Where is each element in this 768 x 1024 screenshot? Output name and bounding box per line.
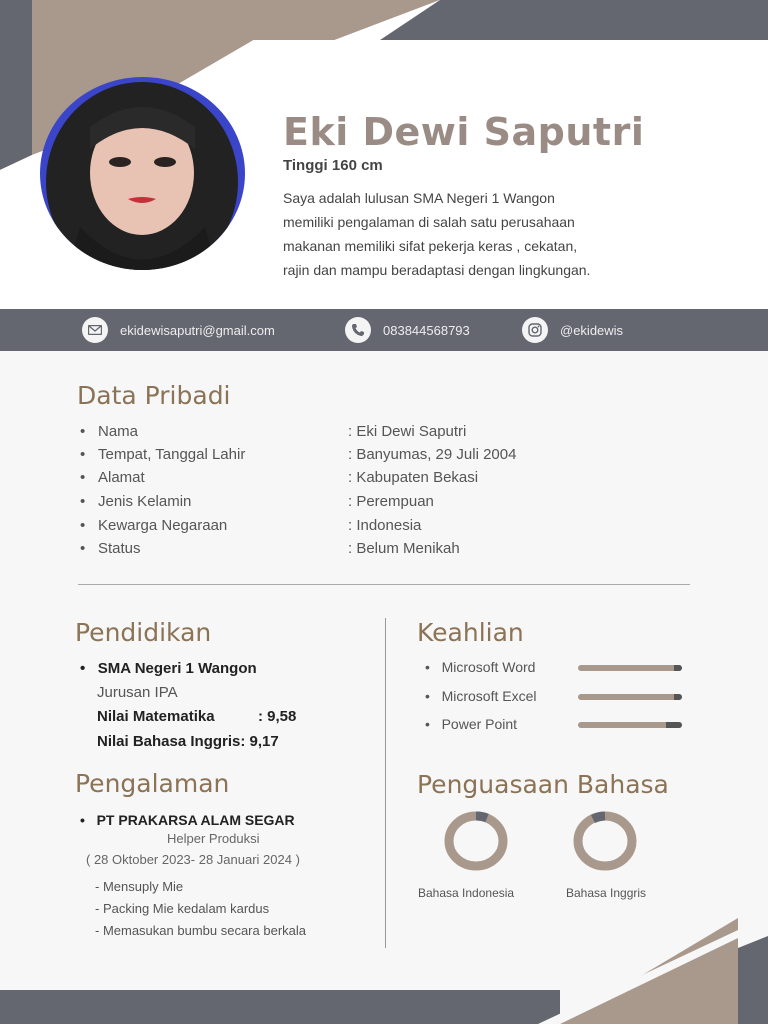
skill-bar	[578, 665, 682, 671]
skill-bar	[578, 722, 682, 728]
column-divider	[385, 618, 386, 948]
about-text	[283, 186, 703, 282]
language-ring-inggris	[572, 810, 638, 872]
skill-item: • Microsoft Excel	[425, 688, 537, 704]
contact-bar	[0, 309, 768, 351]
row-label: Tempat, Tanggal Lahir	[98, 446, 246, 463]
job-task: - Memasukan bumbu secara berkala	[95, 923, 306, 938]
candidate-height: Tinggi 160 cm	[283, 157, 383, 174]
about-line: memiliki pengalaman di salah satu perusahaan	[283, 214, 575, 230]
job-task: - Packing Mie kedalam kardus	[95, 901, 270, 916]
language-label: Bahasa Inggris	[566, 886, 647, 900]
row-label: Jenis Kelamin	[98, 493, 192, 510]
job-task: - Mensuply Mie	[95, 879, 184, 894]
row-label: Nama	[98, 423, 139, 440]
school-major: Jurusan IPA	[97, 684, 178, 701]
email-text: ekidewisaputri@gmail.com	[120, 322, 275, 338]
skill-bar-level	[666, 722, 682, 728]
about-line: makanan memiliki sifat pekerja keras , cekatan,	[283, 238, 578, 254]
skill-bar-level	[674, 694, 682, 700]
instagram-text: @ekidewis	[560, 322, 624, 338]
row-value: : Banyumas, 29 Juli 2004	[348, 446, 517, 463]
row-value: : Belum Menikah	[348, 540, 460, 557]
row-value: : Perempuan	[348, 493, 434, 510]
job-role: Helper Produksi	[167, 831, 260, 846]
school-name: • SMA Negeri 1 Wangon	[80, 660, 257, 677]
language-label: Bahasa Indonesia	[418, 886, 515, 900]
english-score: Nilai Bahasa Inggris: 9,17	[97, 733, 279, 750]
contact-instagram[interactable]	[522, 317, 623, 343]
skill-item: • Microsoft Word	[425, 659, 536, 675]
skill-bar-level	[674, 665, 682, 671]
about-line: Saya adalah lulusan SMA Negeri 1 Wangon	[283, 190, 555, 206]
row-label: Kewarga Negaraan	[98, 517, 228, 534]
language-ring-indonesia	[443, 810, 509, 872]
section-title-bahasa: Penguasaan Bahasa	[417, 770, 669, 799]
company-name: • PT PRAKARSA ALAM SEGAR	[80, 812, 295, 828]
row-label: Alamat	[98, 469, 145, 486]
row-label: Status	[98, 540, 141, 557]
row-value: : Indonesia	[348, 517, 422, 534]
section-divider	[78, 584, 690, 585]
section-title-pendidikan: Pendidikan	[75, 618, 212, 647]
section-title-keahlian: Keahlian	[417, 618, 524, 647]
phone-text: 083844568793	[383, 322, 470, 338]
row-value: : Kabupaten Bekasi	[348, 469, 479, 486]
candidate-name: Eki Dewi Saputri	[283, 110, 645, 154]
math-score-label: Nilai Matematika	[97, 708, 215, 725]
skill-bar	[578, 694, 682, 700]
contact-phone[interactable]	[345, 317, 470, 343]
about-line: rajin dan mampu beradaptasi dengan lingkungan.	[283, 262, 591, 278]
math-score-value: : 9,58	[258, 708, 297, 725]
skill-item: • Power Point	[425, 716, 518, 732]
section-title-data-pribadi: Data Pribadi	[77, 381, 231, 410]
contact-email[interactable]	[82, 317, 275, 343]
job-period: ( 28 Oktober 2023- 28 Januari 2024 )	[86, 852, 300, 867]
email-icon	[82, 317, 108, 343]
section-title-pengalaman: Pengalaman	[75, 769, 230, 798]
row-value: : Eki Dewi Saputri	[348, 423, 467, 440]
instagram-icon	[522, 317, 548, 343]
phone-icon	[345, 317, 371, 343]
profile-photo	[40, 77, 245, 270]
